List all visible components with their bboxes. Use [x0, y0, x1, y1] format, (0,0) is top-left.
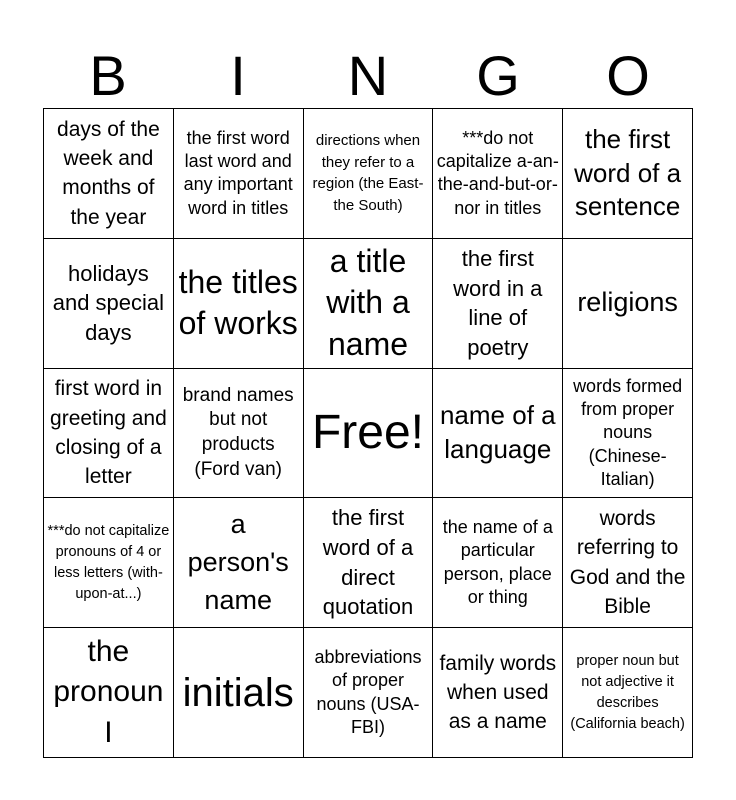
bingo-cell[interactable]: ***do not capitalize pronouns of 4 or less letters (with-upon-at...) [44, 498, 174, 628]
bingo-cell[interactable]: the pronoun I [44, 628, 174, 758]
bingo-cell[interactable]: a title with a name [304, 239, 434, 369]
bingo-cell[interactable]: the name of a particular person, place or thing [433, 498, 563, 628]
header-letter-g: G [476, 44, 520, 107]
bingo-cell[interactable]: directions when they refer to a region (the East-the South) [304, 109, 434, 239]
header-letter-i: I [230, 44, 246, 107]
free-space[interactable]: Free! [304, 369, 434, 499]
bingo-cell[interactable]: first word in greeting and closing of a letter [44, 369, 174, 499]
header-letter-o: O [606, 44, 650, 107]
bingo-header [43, 40, 693, 108]
bingo-cell[interactable]: the first word in a line of poetry [433, 239, 563, 369]
bingo-cell[interactable]: holidays and special days [44, 239, 174, 369]
bingo-cell[interactable]: abbreviations of proper nouns (USA-FBI) [304, 628, 434, 758]
bingo-cell[interactable]: brand names but not products (Ford van) [174, 369, 304, 499]
bingo-cell[interactable]: the first word last word and any important word in titles [174, 109, 304, 239]
bingo-cell[interactable]: words referring to God and the Bible [563, 498, 693, 628]
header-letter-n: N [347, 44, 389, 107]
bingo-cell[interactable]: ***do not capitalize a-an-the-and-but-or-nor in titles [433, 109, 563, 239]
bingo-cell[interactable]: the titles of works [174, 239, 304, 369]
bingo-cell[interactable]: name of a language [433, 369, 563, 499]
bingo-cell[interactable]: a person's name [174, 498, 304, 628]
bingo-cell[interactable]: days of the week and months of the year [44, 109, 174, 239]
bingo-cell[interactable]: the first word of a direct quotation [304, 498, 434, 628]
header-letter-b: B [89, 44, 127, 107]
bingo-grid [43, 108, 693, 758]
bingo-cell[interactable]: initials [174, 628, 304, 758]
bingo-cell[interactable]: religions [563, 239, 693, 369]
bingo-cell[interactable]: proper noun but not adjective it describes (California beach) [563, 628, 693, 758]
bingo-cell[interactable]: family words when used as a name [433, 628, 563, 758]
bingo-cell[interactable]: words formed from proper nouns (Chinese-Italian) [563, 369, 693, 499]
bingo-cell[interactable]: the first word of a sentence [563, 109, 693, 239]
